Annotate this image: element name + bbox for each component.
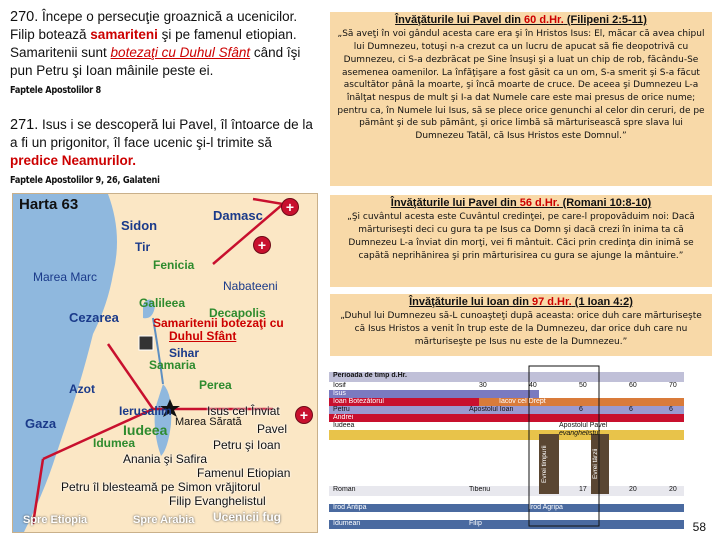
timeline-vertical-label: Evrei timpurii <box>541 445 548 483</box>
map-label-perea: Perea <box>199 378 232 392</box>
map-label-duhul-sfant: Duhul Sfânt <box>169 329 237 343</box>
map-label-cezarea: Cezarea <box>69 310 119 325</box>
map-label-pavel: Pavel <box>257 422 288 436</box>
highlight-predice: predice Neamurilor. <box>10 153 137 168</box>
timeline-row: evanghelistul <box>559 430 600 437</box>
map-label-sidon: Sidon <box>121 218 158 233</box>
paragraph-270 <box>10 8 315 100</box>
highlight-botezati: botezaţi cu Duhul Sfânt <box>110 45 251 60</box>
scripture-reference: Faptele Apostolilor 9, 26, Galateni <box>10 175 160 186</box>
map-label-anania: Anania şi Safira <box>123 452 208 466</box>
paragraph-text: când îşi pun Petru şi Ioan mâinile peste ei. <box>10 45 301 78</box>
map-label-petru-blesteama: Petru îl blesteamă pe Simon vrăjitorul <box>61 480 261 494</box>
map-harta-63 <box>12 193 318 533</box>
paragraph-text: Isus i se descoperă lui Pavel, îl întoarce de la a fi un prigonitor, îl face ucenic şi-l trimite să <box>10 117 313 150</box>
map-label-spre-arabia: Spre Arabia <box>133 514 195 526</box>
map-label-sihar: Sihar <box>169 346 200 360</box>
box-quote: „Să aveţi în voi gândul acesta care era şi în Hristos Isus: El, măcar că avea chipul lui Dumnezeu, totuşi n-a crezut ca un lucru de apucat să fie deopotrivă cu Dumnezeu, ci S-a dezbrăcat pe Sine însuşi şi a luat un chip de rob, făcându-Se asemenea oamenilor. La înfăţişare a fost găsit ca un om, S-a smerit şi S-a făcut ascultător până la moarte, şi încă moarte de cruce. De aceea şi Dumnezeu L-a înălţat nespus de mult şi I-a dat Numele care este mai presus de orice nume; pentru ca, în Numele lui Isus, să se plece orice genunchi al celor din ceruri, de pe pământ şi de sub pământ, şi orice limbă să mărturisească spre slava lui Dumnezeu Tatăl, că Isus Hristos este Domnul.” <box>337 29 705 142</box>
page-number: 58 <box>692 520 706 534</box>
map-label-famenul: Famenul Etiopian <box>197 466 291 480</box>
map-label-damasc: Damasc <box>213 208 263 223</box>
timeline-row: Iosif 30 40 50 60 70 <box>333 382 677 389</box>
map-label-iudeea: Iudeea <box>123 422 168 438</box>
timeline-row: Iudeea Apostolul Pavel <box>333 422 608 429</box>
box-quote: „Duhul lui Dumnezeu să-L cunoaşteţi după aceasta: orice duh care mărturiseşte că Isus Hristos a venit în trup este de la Dumnezeu, dar orice duh care nu mărturiseşte pe Isus nu este de la Dumnezeu.” <box>340 311 702 347</box>
map-label-marea-mare: Marea Marc <box>33 270 98 284</box>
map-label-ierusalim: Ierusalim <box>119 404 172 418</box>
teaching-box-romans <box>330 195 712 287</box>
map-label-spre-etiopia: Spre Etiopia <box>23 514 88 526</box>
map-label-petru-ioan: Petru şi Ioan <box>213 438 281 452</box>
teaching-box-philippians <box>330 12 712 186</box>
paragraph-text: şi pe famenul etiopian. Samaritenii sunt <box>10 27 297 60</box>
map-label-decapolis: Decapolis <box>209 306 266 320</box>
timeline-row: Petru Apostolul Ioan 6 6 6 <box>333 406 673 413</box>
scripture-reference: Faptele Apostolilor 8 <box>10 85 102 96</box>
map-label-gaza: Gaza <box>25 416 57 431</box>
box-quote: „Şi cuvântul acesta este Cuvântul credinţei, pe care-l propovăduim noi: Dacă mărturiseşti deci cu gura ta pe Isus ca Domn şi dacă crezi în inima ta că Dumnezeu L-a înviat din morţi, vei fi mântuit. Căci prin credinţa din inimă se capătă neprihănirea şi prin mărturisirea cu gura se ajunge la mântuire.” <box>347 212 695 261</box>
map-label-samaria: Samaria <box>149 358 196 372</box>
timeline-row: Irod Antipa Irod Agripa <box>333 504 563 511</box>
map-label-marea-sarata: Marea Sărată <box>175 416 242 428</box>
cross-icon: + <box>253 236 271 254</box>
timeline-header: Perioada de timp d.Hr. <box>333 372 407 379</box>
map-label-idumea: Idumea <box>93 436 136 450</box>
box-title: Învăţăturile lui Ioan din 97 d.Hr. (1 Ioan 4:2) <box>409 296 633 308</box>
map-label-nabateeni: Nabateeni <box>223 279 278 293</box>
map-label-ucenicii-fug: Ucenicii fug <box>213 510 282 524</box>
timeline-row: Idumean Filip <box>333 520 482 527</box>
paragraph-text: Începe o persecuţie groaznică a ucenicilor. Filip botează <box>10 9 298 42</box>
map-label-isus-inviat: Isus cel Înviat <box>207 404 280 418</box>
box-title: Învăţăturile lui Pavel din 56 d.Hr. (Romani 10:8-10) <box>390 197 652 209</box>
cross-icon: + <box>281 198 299 216</box>
paragraph-271 <box>10 116 315 190</box>
timeline-row: Roman Tiberiu 17 20 20 <box>333 486 677 493</box>
map-title: Harta 63 <box>19 196 79 213</box>
map-label-samaritenii-botezati: Samaritenii botezaţi cu <box>153 316 284 330</box>
timeline-row: Isus <box>333 390 346 397</box>
paragraph-number: 271. <box>10 117 39 133</box>
timeline-table <box>329 364 684 529</box>
timeline-row: Ioan Botezătorul Iacov cel Drept <box>333 398 546 405</box>
map-label-azot: Azot <box>69 382 95 396</box>
teaching-box-1-john <box>330 294 712 356</box>
box-title: Învăţăturile lui Pavel din 60 d.Hr. (Filipeni 2:5-11) <box>395 14 647 26</box>
map-label-fenicia: Fenicia <box>153 258 195 272</box>
timeline-vertical-label: Evrei târzii <box>592 448 599 480</box>
highlight-samariteni: samariteni <box>90 27 158 42</box>
timeline-row: Andrei <box>333 414 354 421</box>
map-label-galileea: Galileea <box>139 296 186 310</box>
cross-icon: + <box>295 406 313 424</box>
map-label-filip: Filip Evanghelistul <box>169 494 266 508</box>
paragraph-number: 270. <box>10 9 39 25</box>
map-label-tir: Tir <box>135 240 151 254</box>
